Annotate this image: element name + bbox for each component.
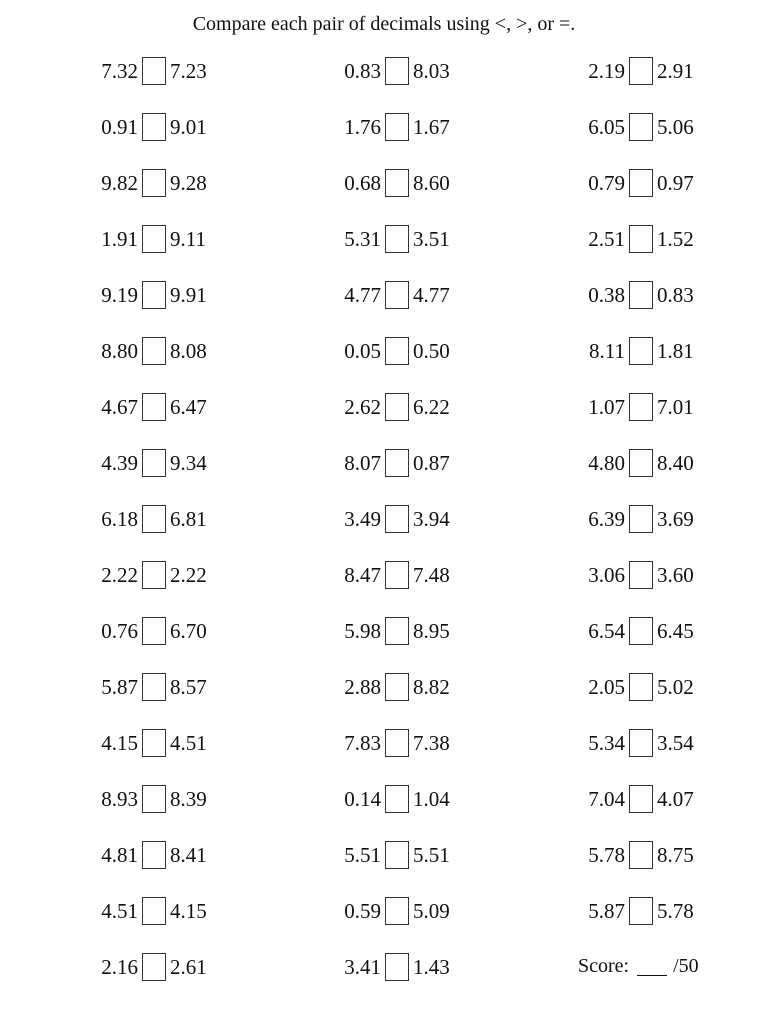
left-number: 2.19 (588, 58, 625, 83)
right-number: 0.83 (657, 282, 694, 307)
right-number: 4.15 (170, 898, 207, 923)
comparison-problem (76, 112, 232, 142)
answer-box[interactable] (142, 225, 166, 253)
left-number: 7.04 (588, 786, 625, 811)
answer-box[interactable] (385, 897, 409, 925)
right-number: 6.45 (657, 618, 694, 643)
comparison-problem (76, 560, 232, 590)
answer-box[interactable] (629, 505, 653, 533)
right-number: 9.34 (170, 450, 207, 475)
right-number: 9.91 (170, 282, 207, 307)
comparison-problem (76, 224, 232, 254)
comparison-problem (319, 952, 475, 982)
comparison-problem (563, 392, 719, 422)
answer-box[interactable] (629, 337, 653, 365)
answer-box[interactable] (385, 393, 409, 421)
answer-box[interactable] (629, 169, 653, 197)
right-number: 9.11 (170, 226, 206, 251)
comparison-problem (563, 448, 719, 478)
comparison-problem (563, 168, 719, 198)
right-number: 4.77 (413, 282, 450, 307)
answer-box[interactable] (629, 393, 653, 421)
answer-box[interactable] (629, 897, 653, 925)
left-number: 5.51 (344, 842, 381, 867)
comparison-problem (319, 280, 475, 310)
right-number: 8.03 (413, 58, 450, 83)
right-number: 8.75 (657, 842, 694, 867)
right-number: 3.60 (657, 562, 694, 587)
right-number: 3.51 (413, 226, 450, 251)
comparison-problem (76, 672, 232, 702)
answer-box[interactable] (142, 785, 166, 813)
right-number: 1.52 (657, 226, 694, 251)
right-number: 6.47 (170, 394, 207, 419)
left-number: 9.19 (101, 282, 138, 307)
right-number: 7.23 (170, 58, 207, 83)
right-number: 2.22 (170, 562, 207, 587)
comparison-problem (76, 448, 232, 478)
left-number: 0.05 (344, 338, 381, 363)
comparison-problem (563, 224, 719, 254)
right-number: 9.01 (170, 114, 207, 139)
comparison-problem (319, 896, 475, 926)
answer-box[interactable] (142, 169, 166, 197)
answer-box[interactable] (385, 225, 409, 253)
left-number: 8.80 (101, 338, 138, 363)
answer-box[interactable] (629, 785, 653, 813)
comparison-problem (563, 280, 719, 310)
right-number: 1.67 (413, 114, 450, 139)
comparison-problem (319, 392, 475, 422)
answer-box[interactable] (142, 897, 166, 925)
left-number: 8.93 (101, 786, 138, 811)
right-number: 9.28 (170, 170, 207, 195)
answer-box[interactable] (385, 505, 409, 533)
answer-box[interactable] (629, 729, 653, 757)
right-number: 8.08 (170, 338, 207, 363)
worksheet-title: Compare each pair of decimals using <, >, or =. (192, 13, 576, 35)
left-number: 4.39 (101, 450, 138, 475)
answer-box[interactable] (142, 561, 166, 589)
left-number: 5.78 (588, 842, 625, 867)
score-label: Score: (578, 954, 630, 977)
comparison-problem (76, 56, 232, 86)
left-number: 0.76 (101, 618, 138, 643)
comparison-problem (319, 168, 475, 198)
comparison-problem (76, 280, 232, 310)
right-number: 4.51 (170, 730, 207, 755)
left-number: 0.83 (344, 58, 381, 83)
answer-box[interactable] (629, 225, 653, 253)
comparison-problem (319, 784, 475, 814)
comparison-problem (319, 616, 475, 646)
left-number: 0.68 (344, 170, 381, 195)
right-number: 1.81 (657, 338, 694, 363)
right-number: 2.91 (657, 58, 694, 83)
comparison-problem (563, 336, 719, 366)
comparison-problem (563, 784, 719, 814)
left-number: 7.32 (101, 58, 138, 83)
left-number: 0.91 (101, 114, 138, 139)
left-number: 4.77 (344, 282, 381, 307)
left-number: 9.82 (101, 170, 138, 195)
right-number: 1.04 (413, 786, 450, 811)
answer-box[interactable] (629, 449, 653, 477)
left-number: 2.16 (101, 954, 138, 979)
comparison-problem (563, 504, 719, 534)
left-number: 6.54 (588, 618, 625, 643)
answer-box[interactable] (142, 673, 166, 701)
answer-box[interactable] (629, 281, 653, 309)
left-number: 1.07 (588, 394, 625, 419)
answer-box[interactable] (385, 785, 409, 813)
comparison-problem (319, 560, 475, 590)
answer-box[interactable] (142, 505, 166, 533)
right-number: 5.78 (657, 898, 694, 923)
right-number: 0.97 (657, 170, 694, 195)
right-number: 8.40 (657, 450, 694, 475)
comparison-problem (563, 896, 719, 926)
answer-box[interactable] (142, 617, 166, 645)
left-number: 8.11 (589, 338, 625, 363)
left-number: 2.88 (344, 674, 381, 699)
comparison-problem (76, 728, 232, 758)
right-number: 4.07 (657, 786, 694, 811)
answer-box[interactable] (629, 561, 653, 589)
left-number: 4.80 (588, 450, 625, 475)
left-number: 4.81 (101, 842, 138, 867)
right-number: 7.01 (657, 394, 694, 419)
right-number: 5.51 (413, 842, 450, 867)
left-number: 1.76 (344, 114, 381, 139)
answer-box[interactable] (142, 281, 166, 309)
right-number: 3.94 (413, 506, 450, 531)
left-number: 5.34 (588, 730, 625, 755)
comparison-problem (563, 672, 719, 702)
right-number: 5.06 (657, 114, 694, 139)
answer-box[interactable] (142, 449, 166, 477)
right-number: 8.39 (170, 786, 207, 811)
answer-box[interactable] (385, 953, 409, 981)
right-number: 6.22 (413, 394, 450, 419)
answer-box[interactable] (629, 617, 653, 645)
right-number: 8.95 (413, 618, 450, 643)
comparison-problem (563, 112, 719, 142)
comparison-problem (563, 56, 719, 86)
comparison-problem (319, 336, 475, 366)
left-number: 4.15 (101, 730, 138, 755)
left-number: 2.05 (588, 674, 625, 699)
comparison-problem (563, 728, 719, 758)
comparison-problem (319, 728, 475, 758)
left-number: 2.51 (588, 226, 625, 251)
answer-box[interactable] (385, 57, 409, 85)
answer-box[interactable] (385, 281, 409, 309)
answer-box[interactable] (142, 841, 166, 869)
comparison-problem (76, 392, 232, 422)
comparison-problem (76, 336, 232, 366)
comparison-problem (319, 448, 475, 478)
right-number: 0.50 (413, 338, 450, 363)
comparison-problem (76, 168, 232, 198)
comparison-problem (319, 504, 475, 534)
left-number: 0.14 (344, 786, 381, 811)
right-number: 7.48 (413, 562, 450, 587)
right-number: 0.87 (413, 450, 450, 475)
right-number: 2.61 (170, 954, 207, 979)
comparison-problem (76, 952, 232, 982)
right-number: 8.57 (170, 674, 207, 699)
answer-box[interactable] (385, 449, 409, 477)
comparison-problem (319, 840, 475, 870)
answer-box[interactable] (142, 57, 166, 85)
right-number: 1.43 (413, 954, 450, 979)
score-total: /50 (673, 954, 699, 977)
comparison-problem (76, 784, 232, 814)
left-number: 1.91 (101, 226, 138, 251)
left-number: 3.06 (588, 562, 625, 587)
comparison-problem (76, 504, 232, 534)
comparison-problem (563, 616, 719, 646)
answer-box[interactable] (142, 729, 166, 757)
left-number: 8.47 (344, 562, 381, 587)
right-number: 3.69 (657, 506, 694, 531)
answer-box[interactable] (142, 953, 166, 981)
left-number: 5.31 (344, 226, 381, 251)
right-number: 6.70 (170, 618, 207, 643)
answer-box[interactable] (629, 673, 653, 701)
left-number: 0.79 (588, 170, 625, 195)
answer-box[interactable] (385, 113, 409, 141)
answer-box[interactable] (385, 729, 409, 757)
comparison-problem (563, 560, 719, 590)
right-number: 7.38 (413, 730, 450, 755)
answer-box[interactable] (385, 617, 409, 645)
comparison-problem (563, 840, 719, 870)
answer-box[interactable] (142, 113, 166, 141)
answer-box[interactable] (385, 673, 409, 701)
answer-box[interactable] (385, 561, 409, 589)
left-number: 6.18 (101, 506, 138, 531)
left-number: 7.83 (344, 730, 381, 755)
left-number: 2.62 (344, 394, 381, 419)
right-number: 8.41 (170, 842, 207, 867)
left-number: 3.41 (344, 954, 381, 979)
left-number: 0.59 (344, 898, 381, 923)
comparison-problem (319, 56, 475, 86)
right-number: 5.09 (413, 898, 450, 923)
comparison-problem (319, 672, 475, 702)
comparison-problem (76, 840, 232, 870)
right-number: 8.82 (413, 674, 450, 699)
comparison-problem (76, 896, 232, 926)
left-number: 5.87 (588, 898, 625, 923)
right-number: 5.02 (657, 674, 694, 699)
left-number: 2.22 (101, 562, 138, 587)
left-number: 0.38 (588, 282, 625, 307)
score-blank[interactable] (637, 957, 667, 976)
left-number: 6.05 (588, 114, 625, 139)
left-number: 8.07 (344, 450, 381, 475)
answer-box[interactable] (629, 841, 653, 869)
left-number: 5.98 (344, 618, 381, 643)
answer-box[interactable] (629, 57, 653, 85)
right-number: 6.81 (170, 506, 207, 531)
right-number: 3.54 (657, 730, 694, 755)
answer-box[interactable] (385, 841, 409, 869)
answer-box[interactable] (142, 393, 166, 421)
comparison-problem (319, 112, 475, 142)
answer-box[interactable] (385, 337, 409, 365)
left-number: 5.87 (101, 674, 138, 699)
answer-box[interactable] (385, 169, 409, 197)
answer-box[interactable] (629, 113, 653, 141)
comparison-problem (76, 616, 232, 646)
right-number: 8.60 (413, 170, 450, 195)
left-number: 6.39 (588, 506, 625, 531)
left-number: 3.49 (344, 506, 381, 531)
left-number: 4.67 (101, 394, 138, 419)
score-area (578, 951, 699, 981)
answer-box[interactable] (142, 337, 166, 365)
comparison-problem (319, 224, 475, 254)
left-number: 4.51 (101, 898, 138, 923)
